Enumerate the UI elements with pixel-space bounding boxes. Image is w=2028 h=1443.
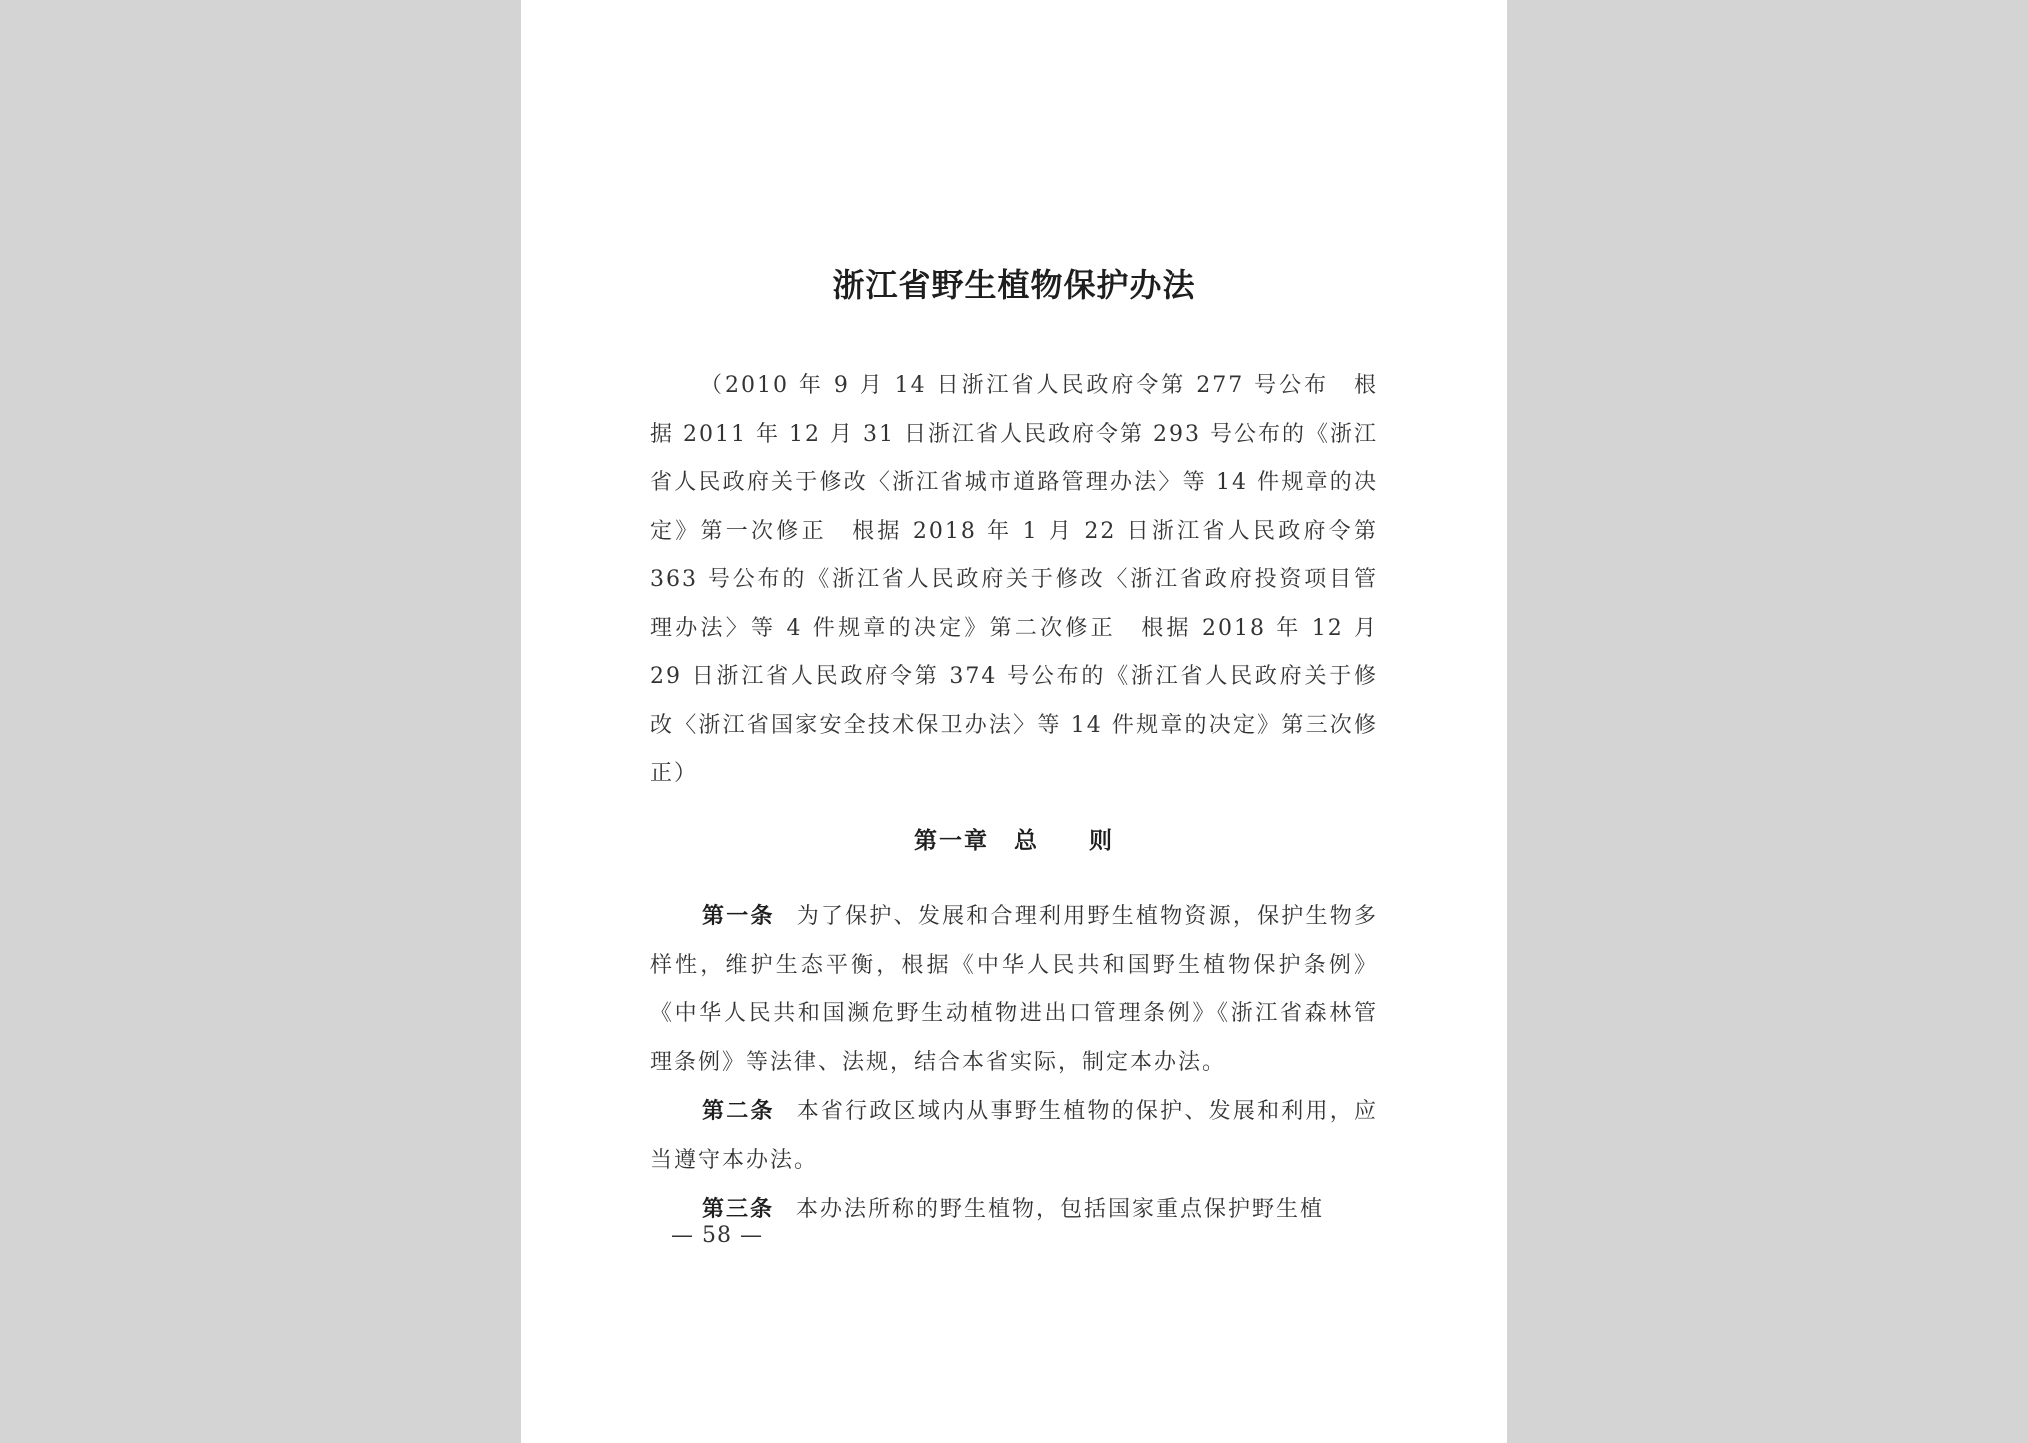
article-text: 为了保护、发展和合理利用野生植物资源，保护生物多样性，维护生态平衡，根据《中华人民共和国野生植物保护条例》《中华人民共和国濒危野生动植物进出口管理条例》《浙江省森林管理条例》等法律、法规，结合本省实际，制定本办法。 [650,904,1378,1075]
article-label: 第三条 [702,1196,775,1222]
page-number: — 58 — [671,1223,763,1248]
document-preamble: （2010 年 9 月 14 日浙江省人民政府令第 277 号公布 根据 2011 年 12 月 31 日浙江省人民政府令第 293 号公布的《浙江省人民政府关于修改〈浙江省城市道路管理办法〉等 14 件规章的决定》第一次修正 根据 2018 年 1 月 22 日浙江省人民政府令第 363 号公布的《浙江省人民政府关于修改〈浙江省政府投资项目管理办法〉等 4 件规章的决定》第二次修正 根据 2018 年 12 月 29 日浙江省人民政府令第 374 号公布的《浙江省人民政府关于修改〈浙江省国家安全技术保卫办法〉等 14 件规章的决定》第三次修正） [650,373,1378,786]
article-text: 本办法所称的野生植物，包括国家重点保护野生植 [796,1197,1325,1222]
document-page [521,0,1507,1443]
article-1 [650,892,1378,1087]
document-title: 浙江省野生植物保护办法 [832,266,1196,304]
chapter-title: 第一章 总 则 [914,827,1114,854]
article-text: 本省行政区域内从事野生植物的保护、发展和利用，应当遵守本办法。 [650,1099,1378,1173]
article-list [650,892,1378,1235]
article-2 [650,1087,1378,1185]
article-label: 第二条 [702,1098,775,1124]
article-label: 第一条 [702,903,775,929]
